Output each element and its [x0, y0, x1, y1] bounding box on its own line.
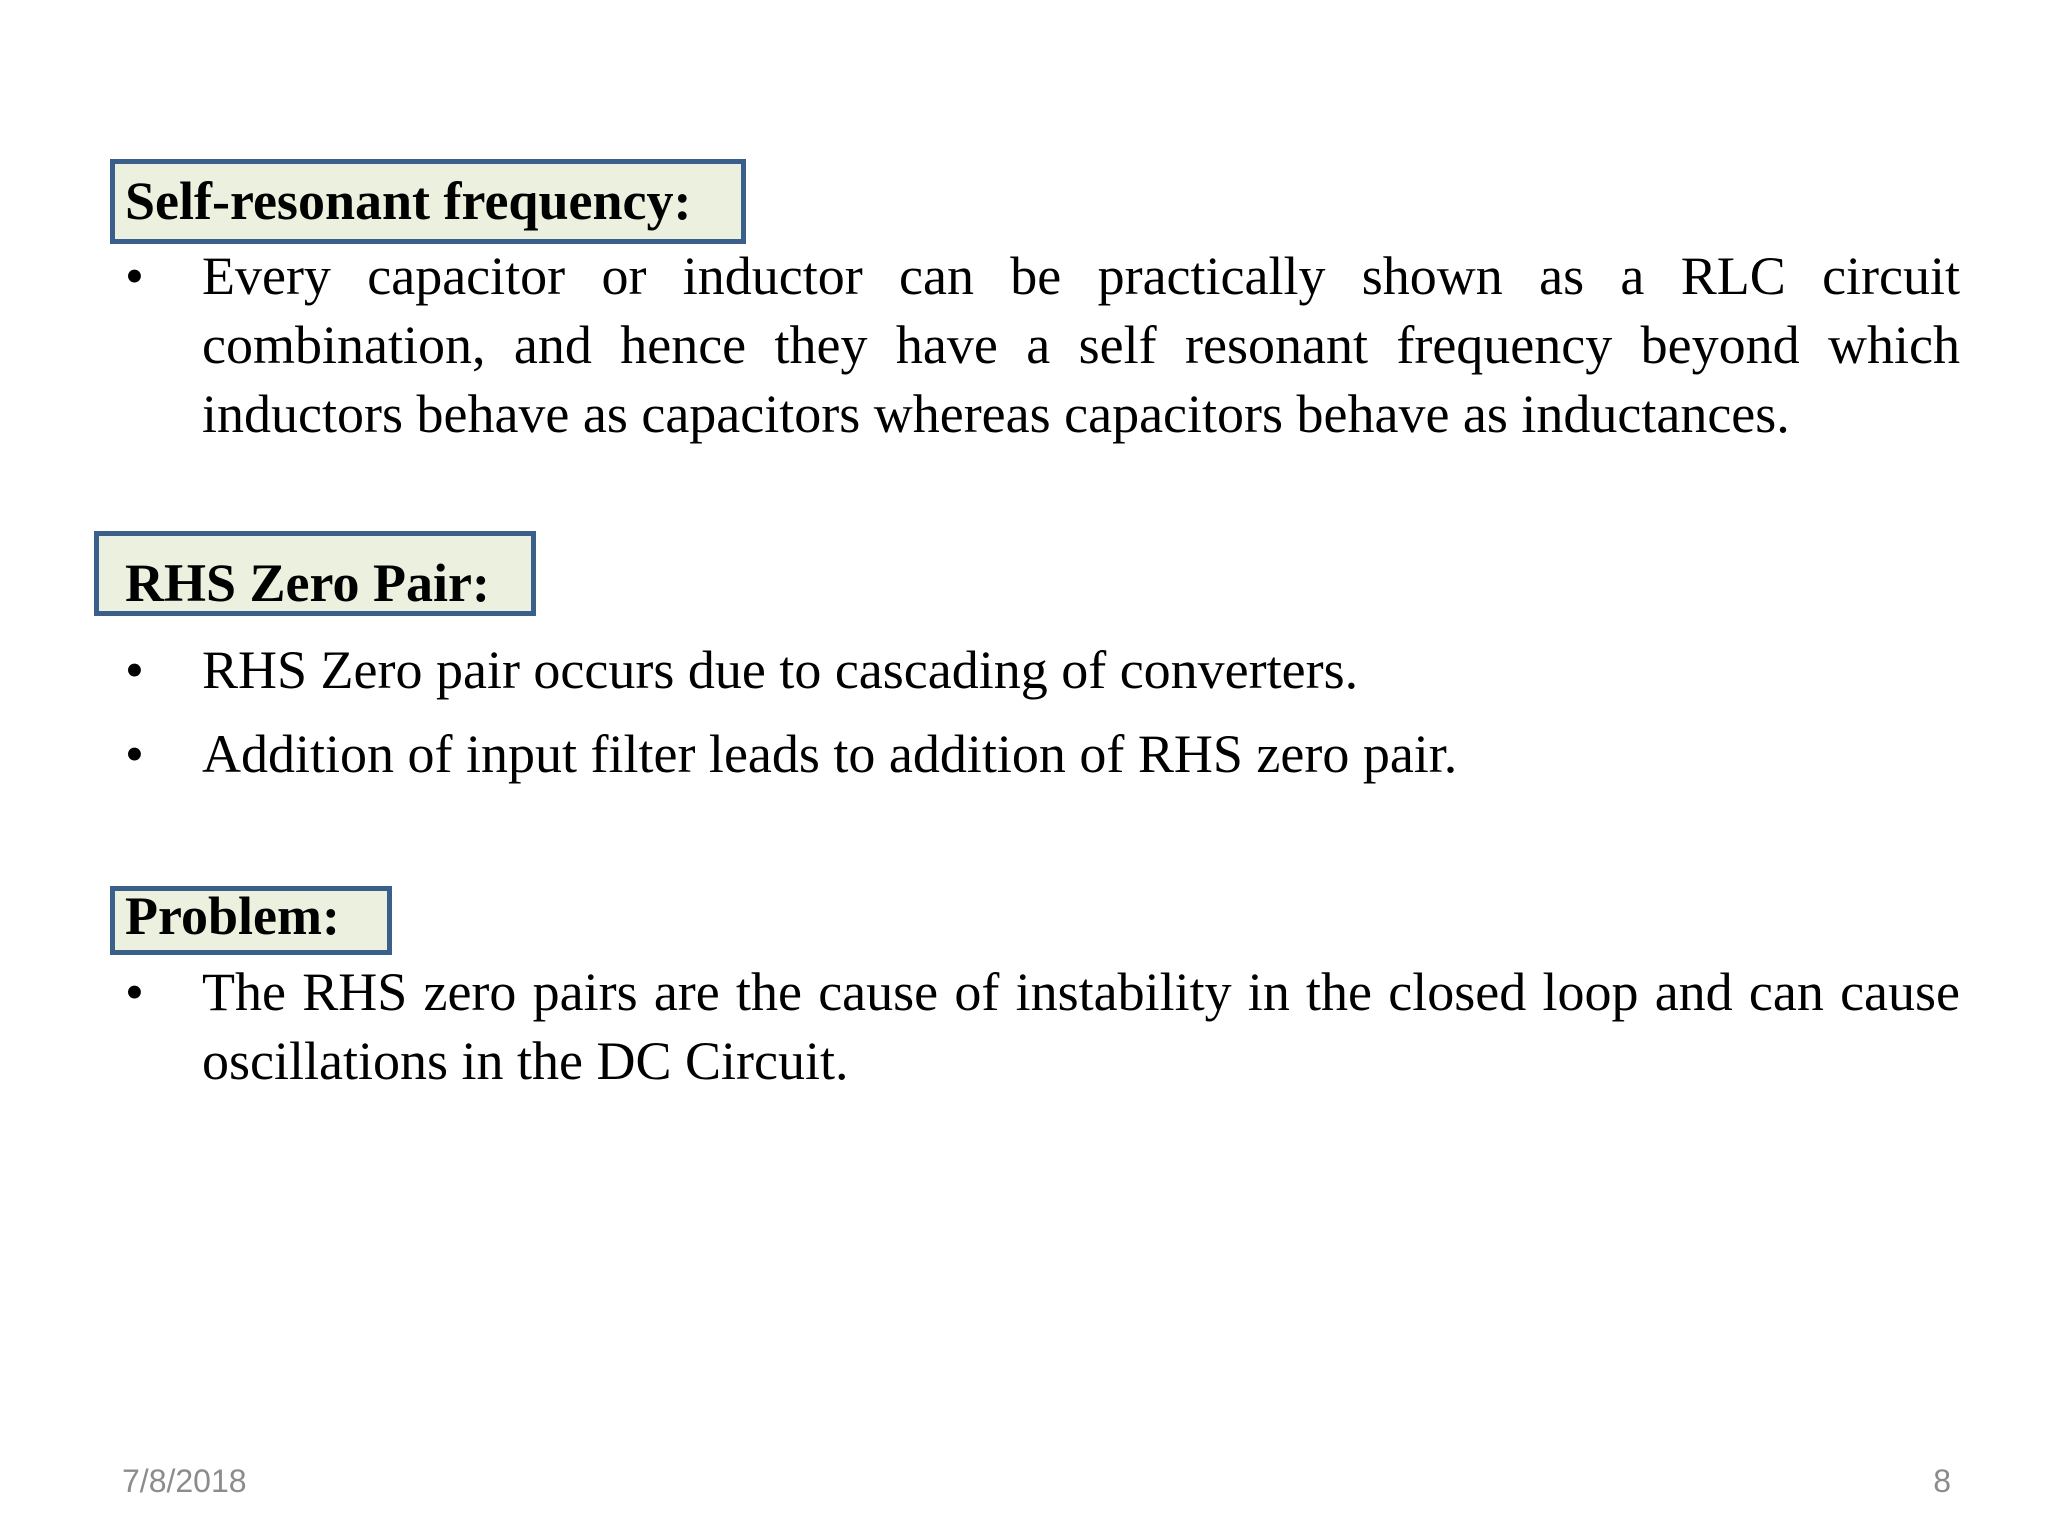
bullet-icon: • [125, 724, 144, 784]
bullet-icon: • [125, 962, 144, 1022]
bullet-text: The RHS zero pairs are the cause of instability in the closed loop and can cause oscillations in the DC Circuit. [202, 962, 1960, 1091]
page-number: 8 [1933, 1463, 1951, 1499]
bullet-text: Addition of input filter leads to addition of RHS zero pair. [202, 724, 1458, 784]
list-item [120, 628, 1960, 712]
footer-date: 7/8/2018 [122, 1463, 247, 1499]
heading-label: RHS Zero Pair: [125, 553, 490, 613]
heading-rhs-zero-pair [94, 531, 536, 616]
heading-self-resonant-frequency [110, 159, 746, 244]
bullet-icon: • [125, 640, 144, 700]
bullet-text: RHS Zero pair occurs due to cascading of converters. [202, 640, 1359, 700]
heading-label: Problem: [125, 886, 340, 946]
bullet-icon: • [125, 246, 144, 306]
list-item [120, 958, 1960, 1096]
bullet-list-self-resonant [120, 242, 1960, 449]
heading-label: Self-resonant frequency: [125, 171, 692, 231]
bullet-text: Every capacitor or inductor can be practically shown as a RLC circuit combination, and hence they have a self resonant frequency beyond which inductors behave as capacitors whereas capacitors behave as inductances. [202, 246, 1960, 444]
bullet-list-problem [120, 958, 1960, 1096]
heading-problem [110, 886, 392, 955]
list-item [120, 242, 1960, 449]
bullet-list-rhs-zero-pair [120, 628, 1960, 796]
list-item [120, 712, 1960, 796]
